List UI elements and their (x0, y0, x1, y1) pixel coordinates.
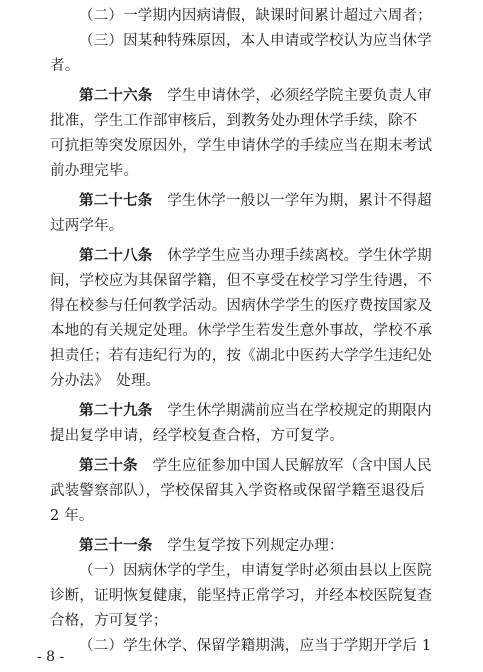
text-line (50, 159, 450, 184)
line-text: 学生休学一般以一学年为期，累计不得超 (152, 193, 432, 209)
text-line (50, 134, 450, 159)
article-28-heading-line (50, 244, 450, 269)
text-line (50, 109, 450, 134)
text-line (50, 294, 450, 319)
text-line (50, 214, 450, 239)
line-text: 批准，学生工作部审核后，到教务处办理休学手续，除不 (50, 113, 418, 129)
article-number: 第二十九条 (79, 403, 153, 419)
text-line (50, 584, 450, 609)
line-text: （二）学生休学、保留学籍期满，应当于学期开学后 1 (79, 638, 432, 654)
line-text: 可抗拒等突发原因外，学生申请休学的手续应当在期末考试 (50, 138, 433, 154)
line-text: 者。 (50, 58, 80, 74)
article-30-heading-line (50, 454, 450, 479)
line-text: 合格，方可复学； (50, 613, 168, 629)
article-number: 第二十六条 (79, 88, 153, 104)
page-number: - 8 - (37, 649, 65, 665)
text-line (50, 54, 450, 79)
text-line (50, 609, 450, 634)
line-text: 间，学校应为其保留学籍，但不享受在校学习学生待遇，不 (50, 273, 433, 289)
article-number: 第三十一条 (79, 538, 153, 554)
line-text: 分办法》 处理。 (50, 373, 161, 389)
document-body (50, 4, 450, 659)
line-text: 得在校参与任何教学活动。因病休学学生的医疗费按国家及 (50, 298, 433, 314)
line-text: 前办理完毕。 (50, 163, 139, 179)
text-line (50, 344, 450, 369)
line-text: 休学学生应当办理手续离校。学生休学期 (152, 248, 432, 264)
text-line (50, 504, 450, 529)
line-text: 武装警察部队），学校保留其入学资格或保留学籍至退役后 (50, 483, 425, 499)
line-text: 学生休学期满前应当在学校规定的期限内 (152, 403, 432, 419)
line-text: （一）因病休学的学生，申请复学时必须由县以上医院 (79, 563, 432, 579)
line-text: 学生复学按下列规定办理： (152, 538, 344, 554)
article-29-heading-line (50, 399, 450, 424)
article-27-heading-line (50, 189, 450, 214)
line-text: 学生应征参加中国人民解放军（含中国人民 (137, 458, 432, 474)
text-line (50, 4, 450, 29)
article-number: 第二十七条 (79, 193, 153, 209)
text-line (50, 634, 450, 659)
article-31-heading-line (50, 534, 450, 559)
text-line (50, 424, 450, 449)
line-text: 担责任；若有违纪行为的，按《湖北中医药大学学生违纪处 (50, 348, 433, 364)
text-line (50, 479, 450, 504)
text-line (50, 559, 450, 584)
article-26-heading-line (50, 84, 450, 109)
line-text: 过两学年。 (50, 218, 124, 234)
line-text: 学生申请休学，必须经学院主要负责人审 (152, 88, 432, 104)
line-text: 本地的有关规定处理。休学学生若发生意外事故，学校不承 (50, 323, 433, 339)
text-line (50, 29, 450, 54)
article-number: 第二十八条 (79, 248, 153, 264)
text-line (50, 269, 450, 294)
text-line (50, 369, 450, 394)
line-text: （三）因某种特殊原因，本人申请或学校认为应当休学 (79, 33, 432, 49)
text-line (50, 319, 450, 344)
article-number: 第三十条 (79, 458, 138, 474)
line-text: 诊断，证明恢复健康，能坚持正常学习，并经本校医院复查 (50, 588, 433, 604)
line-text: 2 年。 (50, 508, 94, 524)
line-text: （二）一学期内因病请假，缺课时间累计超过六周者； (79, 8, 432, 24)
line-text: 提出复学申请，经学校复查合格，方可复学。 (50, 428, 344, 444)
